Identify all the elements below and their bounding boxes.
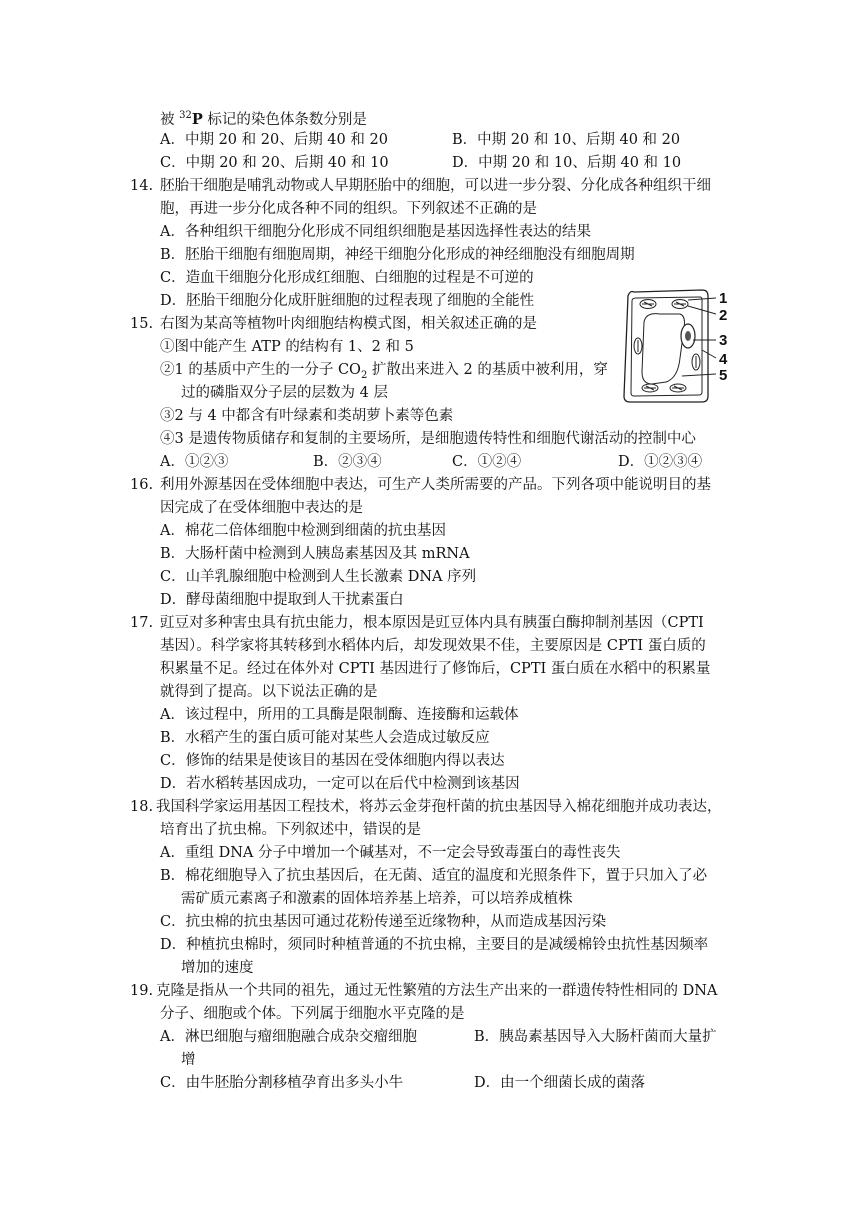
q14-stem-line1: 胚胎干细胞是哺乳动物或人早期胚胎中的细胞，可以进一步分裂、分化成各种组织干细: [160, 178, 711, 194]
q16-option-c: C．山羊乳腺细胞中检测到人生长激素 DNA 序列: [160, 569, 477, 585]
q18-number: 18.: [130, 799, 154, 815]
vacuole: [642, 314, 685, 384]
q14-option-d: D．胚胎干细胞分化成肝脏细胞的过程表现了细胞的全能性: [160, 293, 535, 309]
q17-stem-line2: 基因）。科学家将其转移到水稻体内后，却发现效果不佳，主要原因是 CPTI 蛋白质的: [160, 638, 706, 654]
q16-option-b: B．大肠杆菌中检测到人胰岛素基因及其 mRNA: [160, 546, 470, 562]
q19-number: 19.: [130, 983, 154, 999]
q14-option-b: B．胚胎干细胞有细胞周期，神经干细胞分化形成的神经细胞没有细胞周期: [160, 247, 635, 263]
q17-number: 17.: [130, 615, 154, 631]
q15-stem: 右图为某高等植物叶肉细胞结构模式图，相关叙述正确的是: [160, 316, 537, 332]
diagram-label-1: 1: [719, 290, 728, 307]
q15-number: 15.: [130, 316, 154, 332]
q15-statement-1: ①图中能产生 ATP 的结构有 1、2 和 5: [160, 339, 414, 355]
diagram-label-5: 5: [719, 367, 728, 384]
q13-stem-suffix: 标记的染色体条数分别是: [202, 111, 367, 128]
q14-stem-line2: 胞，再进一步分化成各种不同的组织。下列叙述不正确的是: [160, 201, 537, 217]
q18-option-a: A．重组 DNA 分子中增加一个碱基对，不一定会导致毒蛋白的毒性丧失: [160, 845, 621, 861]
q18-option-b-line2: 需矿质元素离子和激素的固体培养基上培养，可以培养成植株: [181, 891, 573, 907]
plant-cell-diagram: [620, 284, 732, 406]
q17-stem-line4: 就得到了提高。以下说法正确的是: [160, 684, 378, 700]
q16-option-d: D．酵母菌细胞中提取到人干扰素蛋白: [160, 592, 404, 608]
q17-option-d: D．若水稻转基因成功，一定可以在后代中检测到该基因: [160, 776, 520, 792]
q18-option-d-line1: D．种植抗虫棉时，须同时种植普通的不抗虫棉，主要目的是减缓棉铃虫抗性基因频率: [160, 937, 709, 953]
q17-option-b: B．水稻产生的蛋白质可能对某些人会造成过敏反应: [160, 730, 490, 746]
q18-option-d-line2: 增加的速度: [181, 960, 254, 976]
phosphorus-symbol: P: [191, 110, 203, 128]
q15-option-d: D．①②③④: [618, 454, 703, 470]
q16-number: 16.: [130, 477, 154, 493]
q17-option-c: C．修饰的结果是使该目的基因在受体细胞内得以表达: [160, 753, 505, 769]
q15-option-c: C．①②④: [452, 454, 522, 470]
q19-option-d: D．由一个细菌长成的菌落: [474, 1075, 646, 1091]
q13-option-d: D．中期 20 和 10、后期 40 和 10: [452, 155, 682, 171]
q19-stem-line1: 克隆是指从一个共同的祖先，通过无性繁殖的方法生产出来的一群遗传特性相同的 DNA: [156, 983, 718, 999]
q14-option-c: C．造血干细胞分化形成红细胞、白细胞的过程是不可逆的: [160, 270, 534, 286]
q15-option-b: B．②③④: [313, 454, 382, 470]
nucleolus: [685, 331, 691, 341]
q15-statement-3: ③2 与 4 中都含有叶绿素和类胡萝卜素等色素: [160, 408, 454, 424]
q16-option-a: A．棉花二倍体细胞中检测到细菌的抗虫基因: [160, 523, 446, 539]
q17-stem-line1: 豇豆对多种害虫具有抗虫能力，根本原因是豇豆体内具有胰蛋白酶抑制剂基因（CPTI: [160, 615, 704, 631]
q15-statement-2: [160, 360, 608, 386]
diagram-label-4: 4: [719, 351, 728, 368]
q15-statement-2-part1: ②1 的基质中产生的一分子 CO: [160, 362, 361, 378]
q13-stem-continuation: [160, 106, 367, 130]
q18-stem-line2: 培育出了抗虫棉。下列叙述中，错误的是: [160, 822, 421, 838]
q15-statement-2-part2: 扩散出来进入 2 的基质中被利用，穿: [367, 362, 608, 378]
q16-stem-line1: 利用外源基因在受体细胞中表达，可生产人类所需要的产品。下列各项中能说明目的基: [160, 477, 711, 493]
isotope-superscript: 32: [179, 110, 192, 121]
q19-option-b-line2: 增: [181, 1052, 196, 1068]
diagram-label-3: 3: [719, 332, 728, 349]
q13-option-a: A．中期 20 和 20、后期 40 和 20: [160, 132, 388, 148]
q16-stem-line2: 因完成了在受体细胞中表达的是: [160, 500, 363, 516]
diagram-label-2: 2: [719, 307, 728, 324]
q18-option-b-line1: B．棉花细胞导入了抗虫基因后，在无菌、适宜的温度和光照条件下，置于只加入了必: [160, 868, 708, 884]
q19-stem-line2: 分子、细胞或个体。下列属于细胞水平克隆的是: [160, 1006, 465, 1022]
q13-stem-prefix: 被: [160, 111, 180, 128]
q19-option-c: C．由牛胚胎分割移植孕育出多头小牛: [160, 1075, 404, 1091]
q17-stem-line3: 积累量不足。经过在体外对 CPTI 基因进行了修饰后，CPTI 蛋白质在水稻中的积累量: [160, 661, 711, 677]
q14-number: 14.: [130, 178, 154, 194]
q15-statement-4: ④3 是遗传物质储存和复制的主要场所，是细胞遗传特性和细胞代谢活动的控制中心: [160, 431, 696, 447]
q14-option-a: A．各种组织干细胞分化形成不同组织细胞是基因选择性表达的结果: [160, 224, 591, 240]
q13-option-b: B．中期 20 和 10、后期 40 和 20: [452, 132, 681, 148]
q13-option-c: C．中期 20 和 20、后期 40 和 10: [160, 155, 389, 171]
q19-option-a: A．淋巴细胞与瘤细胞融合成杂交瘤细胞: [160, 1029, 417, 1045]
q15-statement-2-continued: 过的磷脂双分子层的层数为 4 层: [181, 385, 388, 401]
co2-subscript: 2: [360, 369, 368, 381]
q18-option-c: C．抗虫棉的抗虫基因可通过花粉传递至近缘物种，从而造成基因污染: [160, 914, 607, 930]
q15-option-a: A．①②③: [160, 454, 229, 470]
q19-option-b-line1: B．胰岛素基因导入大肠杆菌而大量扩: [474, 1029, 717, 1045]
q17-option-a: A．该过程中，所用的工具酶是限制酶、连接酶和运载体: [160, 707, 519, 723]
q18-stem-line1: 我国科学家运用基因工程技术，将苏云金芽孢杆菌的抗虫基因导入棉花细胞并成功表达，: [156, 799, 722, 815]
